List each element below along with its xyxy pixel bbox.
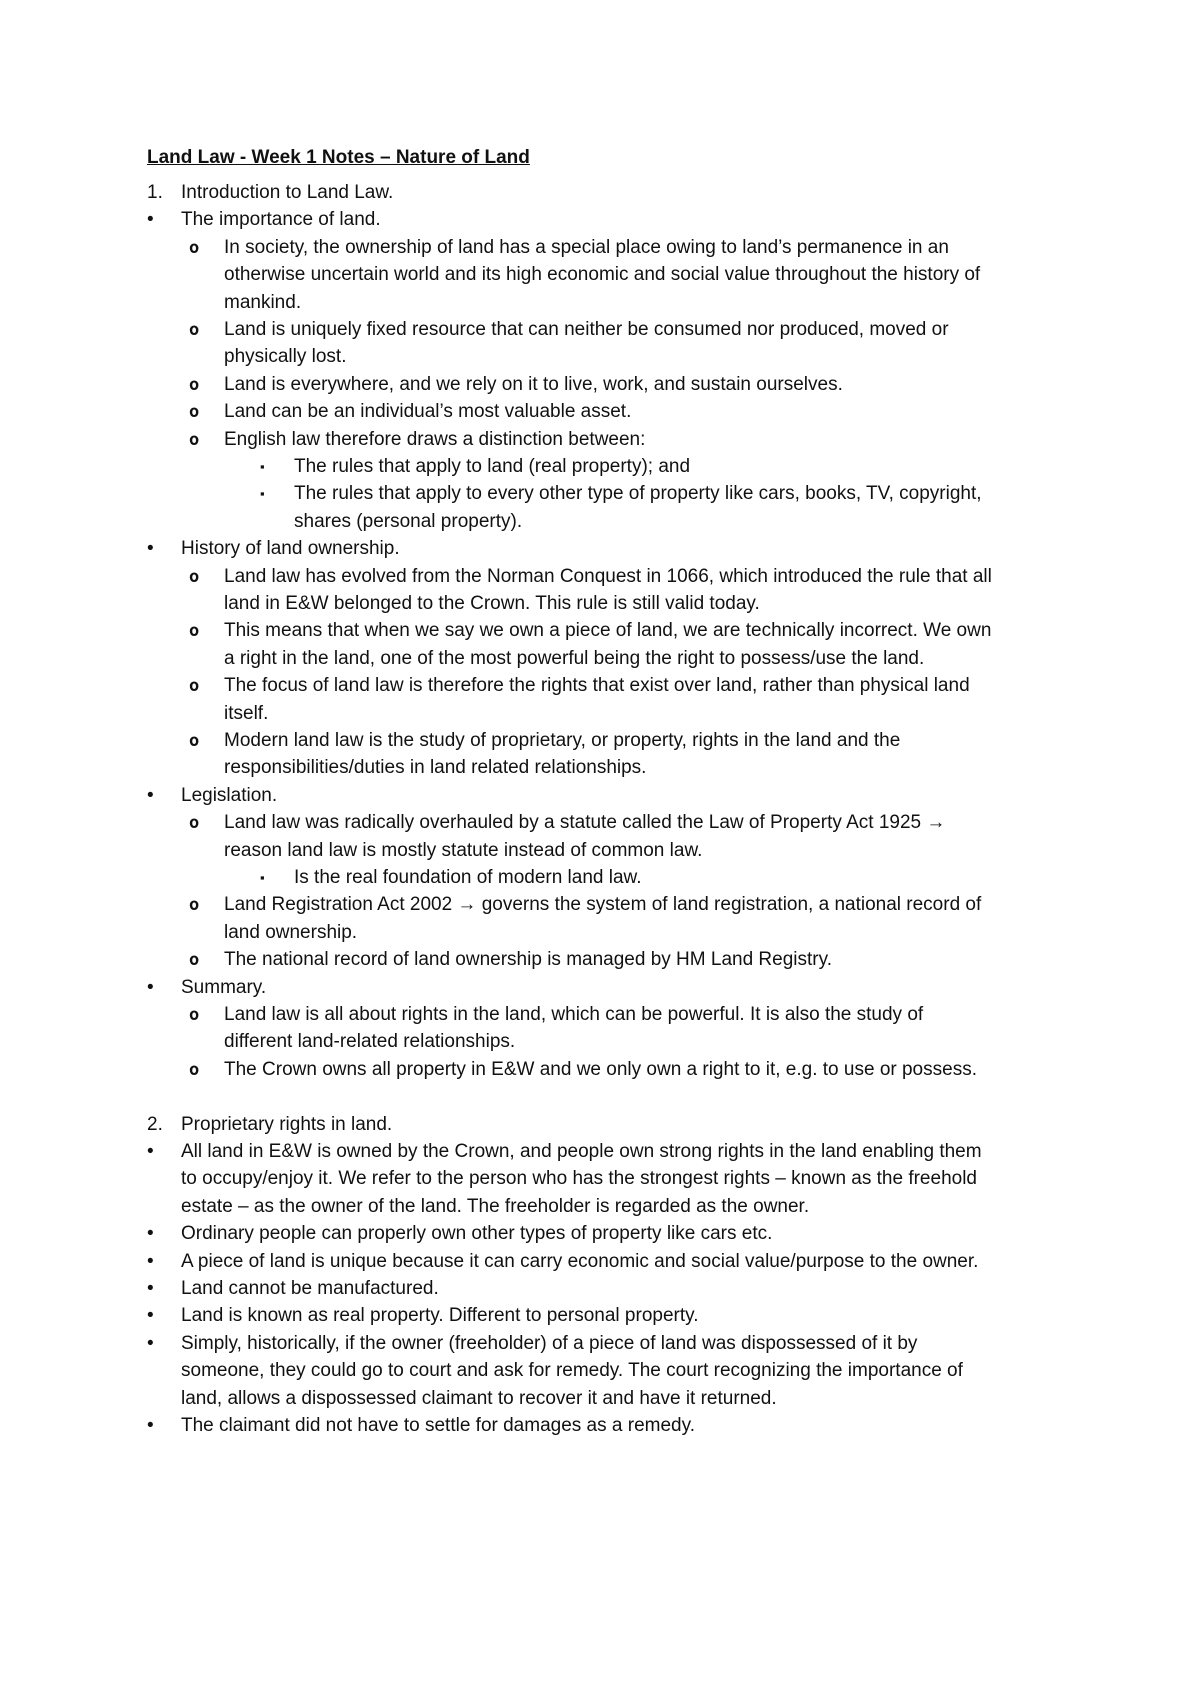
bullet-icon: •: [147, 1332, 154, 1354]
bullet-icon: •: [147, 1223, 154, 1245]
section-number: 1.: [147, 182, 163, 203]
circle-bullet-icon: o: [189, 429, 200, 450]
list-item-text: Legislation.: [181, 784, 278, 806]
bullet-icon: •: [147, 1250, 154, 1272]
sub-item-text: responsibilities/duties in land related relationships.: [224, 757, 647, 779]
bullet-icon: •: [147, 1278, 154, 1299]
sub-item-text: land ownership.: [224, 921, 358, 943]
sub-item-text: The focus of land law is therefore the rights that exist over land, rather than physical land: [224, 675, 970, 697]
list-item-text: Simply, historically, if the owner (freeholder) of a piece of land was dispossessed of it by: [181, 1332, 918, 1354]
list-item-text: to occupy/enjoy it. We refer to the person who has the strongest rights – known as the freehold: [181, 1168, 977, 1190]
circle-bullet-icon: o: [189, 895, 200, 916]
circle-bullet-icon: o: [189, 676, 200, 697]
sub-item-text: Land Registration Act 2002 → governs the system of land registration, a national record of: [224, 894, 982, 916]
sub-item-text: land in E&W belonged to the Crown. This rule is still valid today.: [224, 593, 760, 614]
square-bullet-icon: ▪: [260, 486, 265, 502]
sub-sub-item-text: Is the real foundation of modern land law.: [294, 867, 642, 888]
circle-bullet-icon: o: [189, 731, 200, 751]
list-item-text: someone, they could go to court and ask for remedy. The court recognizing the importance of: [181, 1360, 963, 1382]
circle-bullet-icon: o: [189, 374, 200, 395]
list-item-text: Summary.: [181, 976, 267, 998]
circle-bullet-icon: o: [189, 402, 200, 423]
sub-item-text: Modern land law is the study of proprietary, or property, rights in the land and the: [224, 730, 901, 751]
sub-item-text: The national record of land ownership is managed by HM Land Registry.: [224, 949, 832, 971]
list-item-text: Ordinary people can properly own other types of property like cars etc.: [181, 1223, 773, 1245]
list-item-text: All land in E&W is owned by the Crown, and people own strong rights in the land enabling them: [181, 1141, 982, 1162]
list-item-text: Land is known as real property. Different to personal property.: [181, 1305, 699, 1327]
sub-sub-item-text: shares (personal property).: [294, 510, 523, 532]
sub-item-text: a right in the land, one of the most powerful being the right to possess/use the land.: [224, 647, 925, 669]
list-item-text: The importance of land.: [181, 209, 381, 231]
list-item-text: land, allows a dispossessed claimant to recover it and have it returned.: [181, 1387, 777, 1409]
sub-item-text: In society, the ownership of land has a special place owing to land’s permanence in an: [224, 236, 949, 258]
bullet-icon: •: [147, 1415, 154, 1436]
sub-item-text: This means that when we say we own a piece of land, we are technically incorrect. We own: [224, 620, 992, 642]
sub-item-text: itself.: [224, 702, 269, 724]
bullet-icon: •: [147, 538, 154, 560]
bullet-icon: •: [147, 784, 154, 806]
section-heading: Introduction to Land Law.: [181, 182, 394, 203]
document-title: Land Law - Week 1 Notes – Nature of Land: [147, 147, 530, 168]
list-item-text: estate – as the owner of the land. The freeholder is regarded as the owner.: [181, 1195, 810, 1217]
sub-item-text: reason land law is mostly statute instead of common law.: [224, 839, 703, 861]
square-bullet-icon: ▪: [260, 459, 265, 474]
list-item-text: A piece of land is unique because it can carry economic and social value/purpose to the owner.: [181, 1250, 979, 1272]
sub-item-text: otherwise uncertain world and its high economic and social value throughout the history of: [224, 264, 981, 286]
list-item-text: Land cannot be manufactured.: [181, 1278, 439, 1299]
list-item-text: History of land ownership.: [181, 538, 400, 560]
sub-item-text: Land is uniquely fixed resource that can neither be consumed nor produced, moved or: [224, 319, 949, 340]
circle-bullet-icon: o: [189, 1005, 200, 1025]
sub-item-text: Land law was radically overhauled by a statute called the Law of Property Act 1925 →: [224, 812, 946, 834]
sub-item-text: Land is everywhere, and we rely on it to live, work, and sustain ourselves.: [224, 373, 843, 395]
circle-bullet-icon: o: [189, 621, 200, 642]
bullet-icon: •: [147, 209, 154, 231]
sub-item-text: The Crown owns all property in E&W and we only own a right to it, e.g. to use or possess.: [224, 1058, 977, 1080]
list-item-text: The claimant did not have to settle for damages as a remedy.: [181, 1415, 695, 1436]
sub-item-text: Land law is all about rights in the land, which can be powerful. It is also the study of: [224, 1004, 924, 1025]
sub-item-text: physically lost.: [224, 346, 347, 368]
bullet-icon: •: [147, 976, 154, 998]
circle-bullet-icon: o: [189, 320, 200, 340]
circle-bullet-icon: o: [189, 237, 200, 258]
sub-sub-item-text: The rules that apply to every other type of property like cars, books, TV, copyright,: [294, 483, 982, 505]
sub-item-text: different land-related relationships.: [224, 1031, 516, 1053]
circle-bullet-icon: o: [189, 813, 200, 834]
circle-bullet-icon: o: [189, 566, 200, 587]
bullet-icon: •: [147, 1305, 154, 1327]
circle-bullet-icon: o: [189, 950, 200, 971]
sub-item-text: Land law has evolved from the Norman Conquest in 1066, which introduced the rule that all: [224, 565, 992, 587]
sub-item-text: English law therefore draws a distinction between:: [224, 428, 646, 450]
sub-item-text: mankind.: [224, 291, 302, 313]
sub-sub-item-text: The rules that apply to land (real property); and: [294, 456, 691, 477]
section-heading: Proprietary rights in land.: [181, 1113, 393, 1135]
circle-bullet-icon: o: [189, 1059, 200, 1080]
sub-item-text: Land can be an individual’s most valuable asset.: [224, 401, 632, 423]
square-bullet-icon: ▪: [260, 870, 265, 885]
section-number: 2.: [147, 1113, 163, 1135]
bullet-icon: •: [147, 1141, 154, 1162]
